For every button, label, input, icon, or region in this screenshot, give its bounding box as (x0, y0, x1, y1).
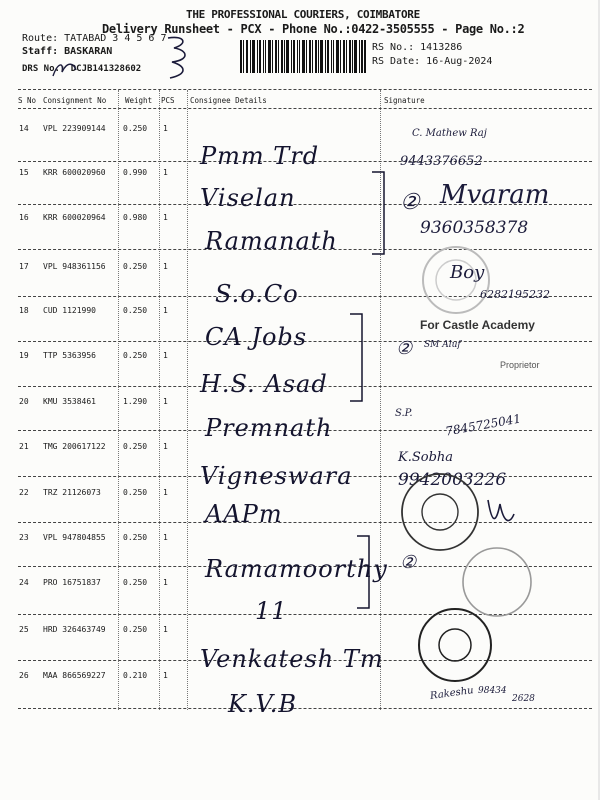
row-consignment: MAA 866569227 (43, 671, 106, 680)
col-sno: S No (18, 96, 37, 105)
signature-phone: 9942003226 (398, 470, 507, 490)
row-consignment: VPL 947804855 (43, 533, 106, 542)
consignee-hw: Viselan (200, 184, 296, 212)
signature-text: 98434 (478, 686, 507, 696)
drs-scribble (50, 58, 80, 80)
signature-text: SM Aluf (424, 340, 461, 350)
group-bracket (348, 310, 370, 405)
signature-mark: ② (396, 338, 413, 359)
row-pcs: 1 (163, 488, 168, 497)
col-signature: Signature (384, 96, 425, 105)
signature-text: C. Mathew Raj (412, 128, 487, 139)
row-weight: 1.290 (123, 397, 148, 406)
rs-number: RS No.: 1413286 (372, 42, 463, 53)
group-bracket (355, 532, 377, 612)
row-weight: 0.250 (123, 533, 148, 542)
row-pcs: 1 (163, 671, 168, 680)
signature-text: K.Sobha (398, 450, 454, 465)
row-sno: 25 (19, 625, 29, 634)
row-sno: 21 (19, 442, 29, 451)
col-sep-consignee (187, 90, 188, 710)
consignee-hw: AAPm (205, 500, 283, 528)
consignee-hw: H.S. Asad (200, 370, 328, 398)
row-pcs: 1 (163, 306, 168, 315)
row-pcs: 1 (163, 578, 168, 587)
row-consignment: CUD 1121990 (43, 306, 96, 315)
row-consignment: PRO 16751837 (43, 578, 101, 587)
route-label: Route: TATABAD 3 4 5 6 7 (22, 33, 167, 44)
consignee-hw: Pmm Trd (200, 142, 320, 170)
signature-text: Rakeshu (429, 685, 475, 702)
signature-mark: ② (400, 190, 420, 215)
row-pcs: 1 (163, 351, 168, 360)
header-top-line (18, 89, 592, 90)
row-pcs: 1 (163, 124, 168, 133)
consignee-hw: Ramanath (205, 227, 338, 255)
signature-phone: 9443376652 (400, 154, 483, 169)
company-title: THE PROFESSIONAL COURIERS, COIMBATORE (186, 8, 420, 21)
row-weight: 0.990 (123, 168, 148, 177)
row-weight: 0.250 (123, 306, 148, 315)
drs-number: DRS No.: DCJB141328602 (22, 64, 142, 74)
signature-mark: ② (400, 552, 417, 573)
consignee-hw: Venkatesh Tm (200, 645, 384, 673)
col-consignee: Consignee Details (190, 96, 267, 105)
stamp-seal (398, 470, 482, 554)
row-sno: 19 (19, 351, 29, 360)
stamp-title: Proprietor (500, 360, 540, 370)
row-pcs: 1 (163, 213, 168, 222)
header-scribble (160, 30, 200, 85)
consignee-hw: S.o.Co (215, 280, 299, 308)
row-pcs: 1 (163, 262, 168, 271)
row-weight: 0.250 (123, 351, 148, 360)
consignee-hw: Premnath (205, 414, 333, 442)
row-sno: 24 (19, 578, 29, 587)
signature-text: Mvaram (440, 180, 550, 210)
col-sep-pcs (159, 90, 160, 710)
signature-phone: 7845725041 (444, 411, 522, 439)
signature-phone: 9360358378 (420, 218, 529, 238)
consignee-hw: CA Jobs (205, 323, 308, 351)
row-sno: 14 (19, 124, 29, 133)
row-sno: 20 (19, 397, 29, 406)
row-sno: 15 (19, 168, 29, 177)
row-divider (18, 708, 592, 709)
row-weight: 0.250 (123, 488, 148, 497)
signature-phone: 6282195232 (480, 288, 550, 301)
row-pcs: 1 (163, 442, 168, 451)
barcode (240, 40, 366, 73)
row-sno: 22 (19, 488, 29, 497)
row-weight: 0.250 (123, 262, 148, 271)
row-weight: 0.250 (123, 625, 148, 634)
rs-date: RS Date: 16-Aug-2024 (372, 56, 493, 67)
row-consignment: VPL 223909144 (43, 124, 106, 133)
row-consignment: KMU 3538461 (43, 397, 96, 406)
row-pcs: 1 (163, 533, 168, 542)
row-sno: 17 (19, 262, 29, 271)
row-consignment: VPL 948361156 (43, 262, 106, 271)
consignee-hw: 11 (255, 597, 288, 625)
col-consignment: Consignment No (43, 96, 107, 105)
row-consignment: HRD 326463749 (43, 625, 106, 634)
stamp-seal (415, 605, 495, 685)
consignee-hw: Vigneswara (200, 462, 353, 490)
row-pcs: 1 (163, 625, 168, 634)
row-consignment: KRR 600020964 (43, 213, 106, 222)
col-weight: Weight (125, 96, 153, 105)
row-consignment: KRR 600020960 (43, 168, 106, 177)
row-weight: 0.250 (123, 578, 148, 587)
row-pcs: 1 (163, 397, 168, 406)
col-sep-weight (118, 90, 119, 710)
row-sno: 16 (19, 213, 29, 222)
signature-text: S.P. (395, 408, 413, 419)
row-weight: 0.980 (123, 213, 148, 222)
row-consignment: TTP 5363956 (43, 351, 96, 360)
row-sno: 23 (19, 533, 29, 542)
group-bracket (370, 168, 392, 258)
row-consignment: TRZ 21126073 (43, 488, 101, 497)
header-bottom-line (18, 108, 592, 109)
signature-scribble (482, 494, 518, 530)
row-pcs: 1 (163, 168, 168, 177)
row-weight: 0.250 (123, 124, 148, 133)
signature-text: 2628 (512, 694, 535, 704)
consignee-hw: Ramamoorthy (205, 555, 388, 583)
row-consignment: TMG 200617122 (43, 442, 106, 451)
row-sno: 18 (19, 306, 29, 315)
row-weight: 0.250 (123, 442, 148, 451)
row-weight: 0.210 (123, 671, 148, 680)
signature-text: Boy (450, 262, 485, 283)
row-sno: 26 (19, 671, 29, 680)
consignee-hw: K.V.B (228, 690, 297, 718)
staff-label: Staff: BASKARAN (22, 46, 113, 57)
runsheet-subtitle: Delivery Runsheet - PCX - Phone No.:0422-3505555 - Page No.:2 (102, 22, 525, 36)
col-pcs: PCS (161, 96, 175, 105)
stamp-text: For Castle Academy (420, 318, 535, 332)
